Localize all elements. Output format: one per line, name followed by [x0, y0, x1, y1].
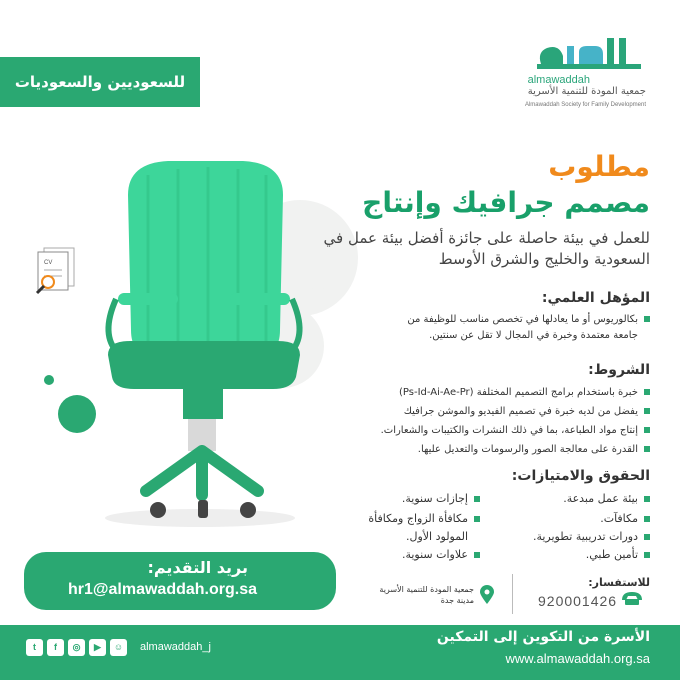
location-pin-icon	[480, 585, 494, 605]
instagram-icon[interactable]: ◎	[68, 639, 85, 656]
twitter-icon[interactable]: t	[26, 639, 43, 656]
benefit-item: المولود الأول.	[405, 530, 468, 543]
youtube-icon[interactable]: ▶	[89, 639, 106, 656]
apply-label: بريد التقديم:	[147, 558, 248, 577]
wanted-heading: مطلوب	[548, 150, 650, 183]
qualification-item: جامعة معتمدة وخبرة في المجال لا تقل عن سنتين.	[429, 330, 638, 341]
phone-icon	[620, 590, 644, 606]
chair-illustration	[88, 155, 328, 525]
footer-website-link[interactable]: www.almawaddah.org.sa	[505, 651, 650, 666]
cv-document-icon	[34, 246, 80, 296]
condition-item: القدرة على معالجة الصور والرسومات والتعديل عليها.	[418, 442, 650, 458]
svg-text:CV: CV	[44, 260, 53, 266]
benefits-title: الحقوق والامتيازات:	[511, 468, 650, 484]
benefit-item: مكافآت.	[600, 510, 650, 527]
condition-item: خبرة باستخدام برامج التصميم المختلفة (Ps-Id-Ai-Ae-Pr)	[399, 385, 650, 401]
condition-item: يفضل من لديه خبرة في تصميم الفيديو والموشن جرافيك	[404, 404, 650, 420]
logo-name-en: almawaddah	[527, 74, 590, 86]
apply-email-link[interactable]: hr1@almawaddah.org.sa	[68, 581, 257, 598]
qualification-item: بكالوريوس أو ما يعادلها في تخصص مناسب للوظيفة من	[407, 312, 650, 328]
contact-divider	[512, 574, 513, 614]
job-description: للعمل في بيئة حاصلة على جائزة أفضل بيئة عمل في السعودية والخليج والشرق الأوسط	[323, 229, 650, 268]
phone-number[interactable]: 920001426	[538, 593, 618, 609]
footer	[0, 625, 680, 680]
snapchat-icon[interactable]: ☺	[110, 639, 127, 656]
benefit-item: إجازات سنوية.	[402, 490, 480, 507]
facebook-icon[interactable]: f	[47, 639, 64, 656]
benefit-item: تأمين طبي.	[586, 546, 650, 563]
qualification-title: المؤهل العلمي:	[541, 290, 650, 306]
almawaddah-logo	[533, 34, 645, 74]
benefit-item: مكافأة الزواج ومكافأة	[368, 510, 480, 527]
social-handle[interactable]: almawaddah_j	[140, 641, 211, 653]
logo-org-ar: جمعية المودة للتنمية الأسرية	[527, 86, 646, 97]
benefit-item: دورات تدريبية تطويرية.	[533, 528, 650, 545]
conditions-title: الشروط:	[588, 362, 650, 378]
condition-item: إنتاج مواد الطباعة، بما في ذلك النشرات والكتيبات والشعارات.	[381, 423, 650, 439]
inquiry-label: للاستفسار:	[588, 576, 650, 589]
logo-org-en: Almawaddah Society for Family Development	[524, 102, 646, 108]
audience-banner: للسعوديين والسعوديات	[0, 57, 200, 107]
job-title: مصمم جرافيك وإنتاج	[362, 186, 650, 219]
footer-slogan: الأسرة من التكوين إلى التمكين	[436, 629, 650, 645]
location-text: جمعية المودة للتنمية الأسرية مدينة جدة	[379, 585, 474, 605]
benefit-item: علاوات سنوية.	[402, 546, 480, 563]
benefit-item: بيئة عمل مبدعة.	[563, 490, 650, 507]
apply-box	[24, 552, 336, 610]
